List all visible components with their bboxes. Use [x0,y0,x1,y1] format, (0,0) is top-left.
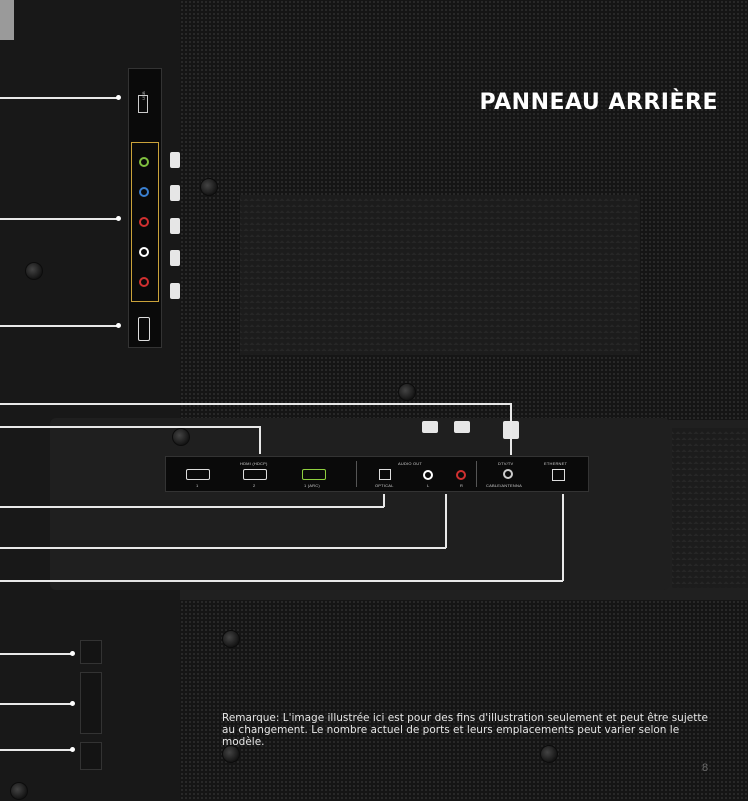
cable-antenna-label: CABLE/ANTENNA [486,483,522,488]
optical-port[interactable] [379,469,391,480]
side-vent [672,428,748,588]
callout-dot [116,95,121,100]
callout-component [0,218,118,220]
ethernet-port[interactable] [552,469,565,481]
side-cable-3 [170,218,180,234]
top-left-marker [0,0,14,40]
bottom-port-strip [165,456,589,492]
page-title: PANNEAU ARRIÈRE [479,90,718,115]
bottom-cable-2 [454,421,470,433]
coax-antenna-port[interactable] [503,469,513,479]
screw [25,262,43,280]
callout-audio-vert [445,494,447,548]
hdmi-group-label: HDMI (HDCP) [240,461,268,466]
side-cable-4 [170,250,180,266]
audio-l-label: L [427,483,430,488]
hdmi-side-port[interactable] [138,317,150,341]
screw [10,782,28,800]
button-bracket-2 [80,672,102,734]
side-cable-2 [170,185,180,201]
callout-dot [116,216,121,221]
button-bracket-3 [80,742,102,770]
callout-usb [0,97,118,99]
callout-coax-vert [510,403,512,455]
audio-r-jack[interactable] [456,470,466,480]
callout-audio [0,547,446,549]
hdmi-arc-port[interactable] [302,469,326,480]
hdmi-2-label: 2 [253,483,256,488]
callout-hdmi-side [0,325,118,327]
callout-hdmi-vert [259,426,261,454]
divider [476,461,477,487]
optical-label: OPTICAL [375,483,394,488]
side-cable-1 [170,152,180,168]
callout-ethernet-vert [562,494,564,581]
screw [172,428,190,446]
audio-out-label: AUDIO OUT [398,461,423,466]
bottom-cable-1 [422,421,438,433]
page-number: 8 [702,762,709,774]
screw [200,178,218,196]
ethernet-label: ETHERNET [544,461,568,466]
screw [222,630,240,648]
usb-label: USB [140,91,146,100]
callout-coax [0,403,511,405]
usb-port[interactable] [138,95,148,113]
hdmi-arc-label: 1 (ARC) [304,483,320,488]
divider [356,461,357,487]
callout-buttons [0,703,72,705]
hdmi-1-port[interactable] [186,469,210,480]
dtv-label: DTV/TV [498,461,514,466]
button-bracket-1 [80,640,102,664]
callout-ethernet [0,580,563,582]
audio-l-jack[interactable] [423,470,433,480]
callout-optical-vert [383,494,385,507]
side-cable-5 [170,283,180,299]
screw [398,383,416,401]
callout-other [0,749,72,751]
bottom-recess [50,418,670,590]
lower-texture [180,600,748,801]
component-frame [131,142,159,302]
callout-hdmi [0,426,260,428]
vent-grille [240,195,640,355]
callout-dot [70,651,75,656]
callout-dot [70,747,75,752]
audio-r-label: R [460,483,464,488]
callout-dot [116,323,121,328]
disclaimer-note: Remarque: L'image illustrée ici est pour des fins d'illustration seulement et peut être sujette au changement. Le nombre actuel de ports et leurs emplacements peut varier selon le modèle. [222,712,708,748]
callout-optical [0,506,384,508]
hdmi-1-label: 1 [196,483,199,488]
hdmi-2-port[interactable] [243,469,267,480]
callout-dot [70,701,75,706]
callout-power [0,653,72,655]
